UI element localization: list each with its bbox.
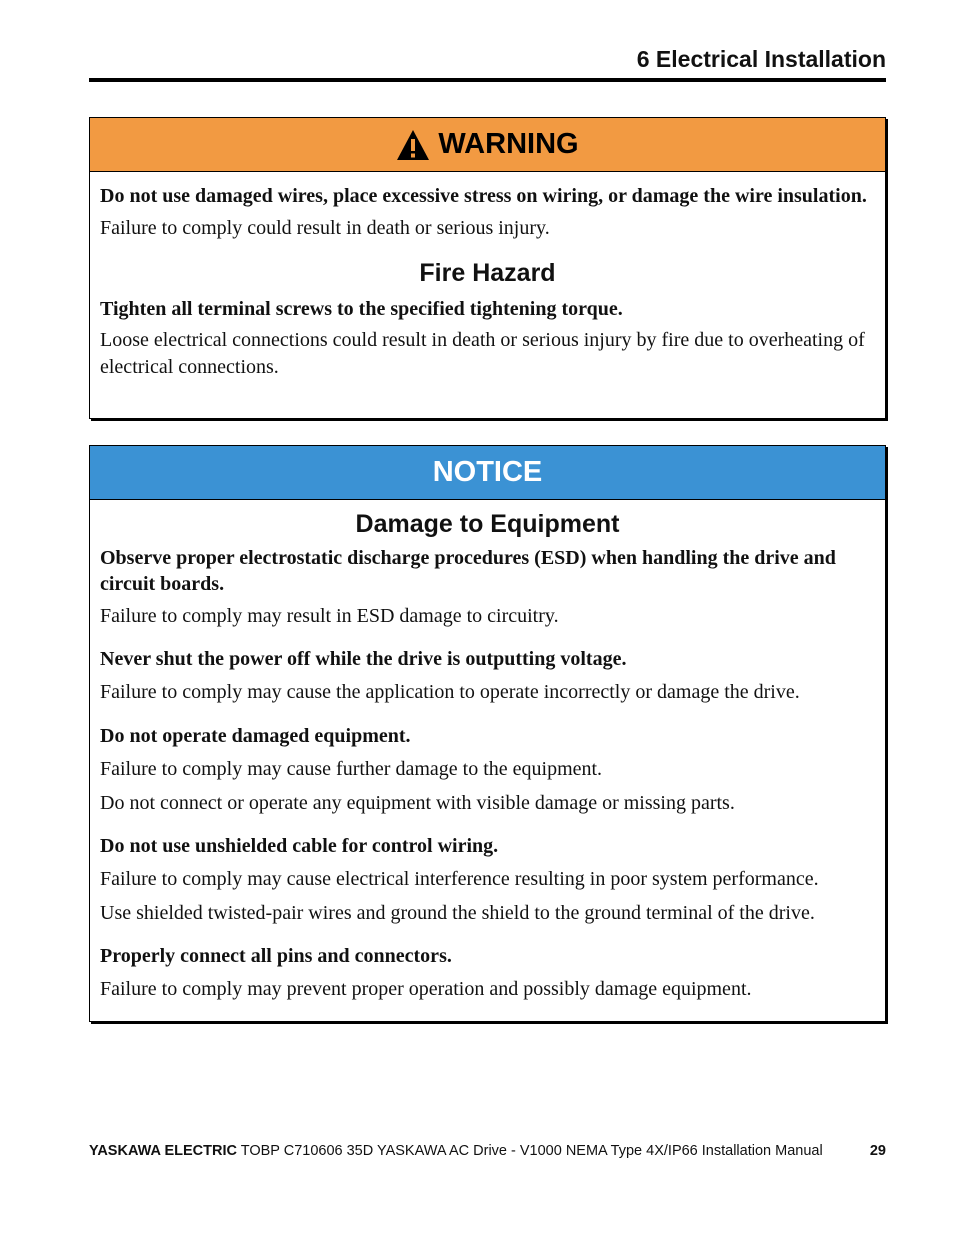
damage-to-equipment-title: Damage to Equipment <box>355 510 620 538</box>
warning-item-bold: Do not use damaged wires, place excessive stress on wiring, or damage the wire insulation. <box>100 185 867 207</box>
notice-item-text: Use shielded twisted-pair wires and ground the shield to the ground terminal of the drive. <box>100 902 815 924</box>
notice-box <box>89 445 886 1022</box>
notice-item-text: Failure to comply may cause the application to operate incorrectly or damage the drive. <box>100 681 800 703</box>
notice-item-text: Do not connect or operate any equipment with visible damage or missing parts. <box>100 792 735 814</box>
fire-hazard-bold: Tighten all terminal screws to the specified tightening torque. <box>100 298 623 320</box>
fire-hazard-text: Loose electrical connections could result in death or serious injury by fire due to overheating of electrical connections. <box>100 329 865 378</box>
notice-banner-label: NOTICE <box>432 456 543 488</box>
warning-banner-label: WARNING <box>438 128 579 160</box>
notice-item-text: Failure to comply may cause further damage to the equipment. <box>100 758 603 780</box>
footer-brand: YASKAWA ELECTRIC <box>89 1143 237 1159</box>
notice-item-bold: Do not operate damaged equipment. <box>100 725 411 747</box>
notice-item-text: Failure to comply may prevent proper operation and possibly damage equipment. <box>100 978 752 1000</box>
notice-banner <box>90 446 885 500</box>
notice-item-text: Failure to comply may result in ESD damage to circuitry. <box>100 605 559 627</box>
warning-box <box>89 117 886 419</box>
fire-hazard-title: Fire Hazard <box>419 259 556 287</box>
warning-item-text: Failure to comply could result in death or serious injury. <box>100 217 550 239</box>
section-header: 6 Electrical Installation <box>89 42 886 82</box>
notice-item-bold: Properly connect all pins and connectors. <box>100 945 452 967</box>
warning-triangle-icon <box>396 129 430 161</box>
notice-item-bold: Observe proper electrostatic discharge procedures (ESD) when handling the drive and circuit boards. <box>100 547 836 595</box>
notice-item-bold: Never shut the power off while the drive is outputting voltage. <box>100 648 627 670</box>
warning-banner <box>90 118 885 172</box>
notice-item-bold: Do not use unshielded cable for control wiring. <box>100 835 499 857</box>
notice-item-text: Failure to comply may cause electrical interference resulting in poor system performance. <box>100 868 819 890</box>
footer-document-title: TOBP C710606 35D YASKAWA AC Drive - V1000 NEMA Type 4X/IP66 Installation Manual <box>236 1143 823 1159</box>
page-footer <box>89 1141 886 1161</box>
page-number: 29 <box>869 1143 886 1159</box>
